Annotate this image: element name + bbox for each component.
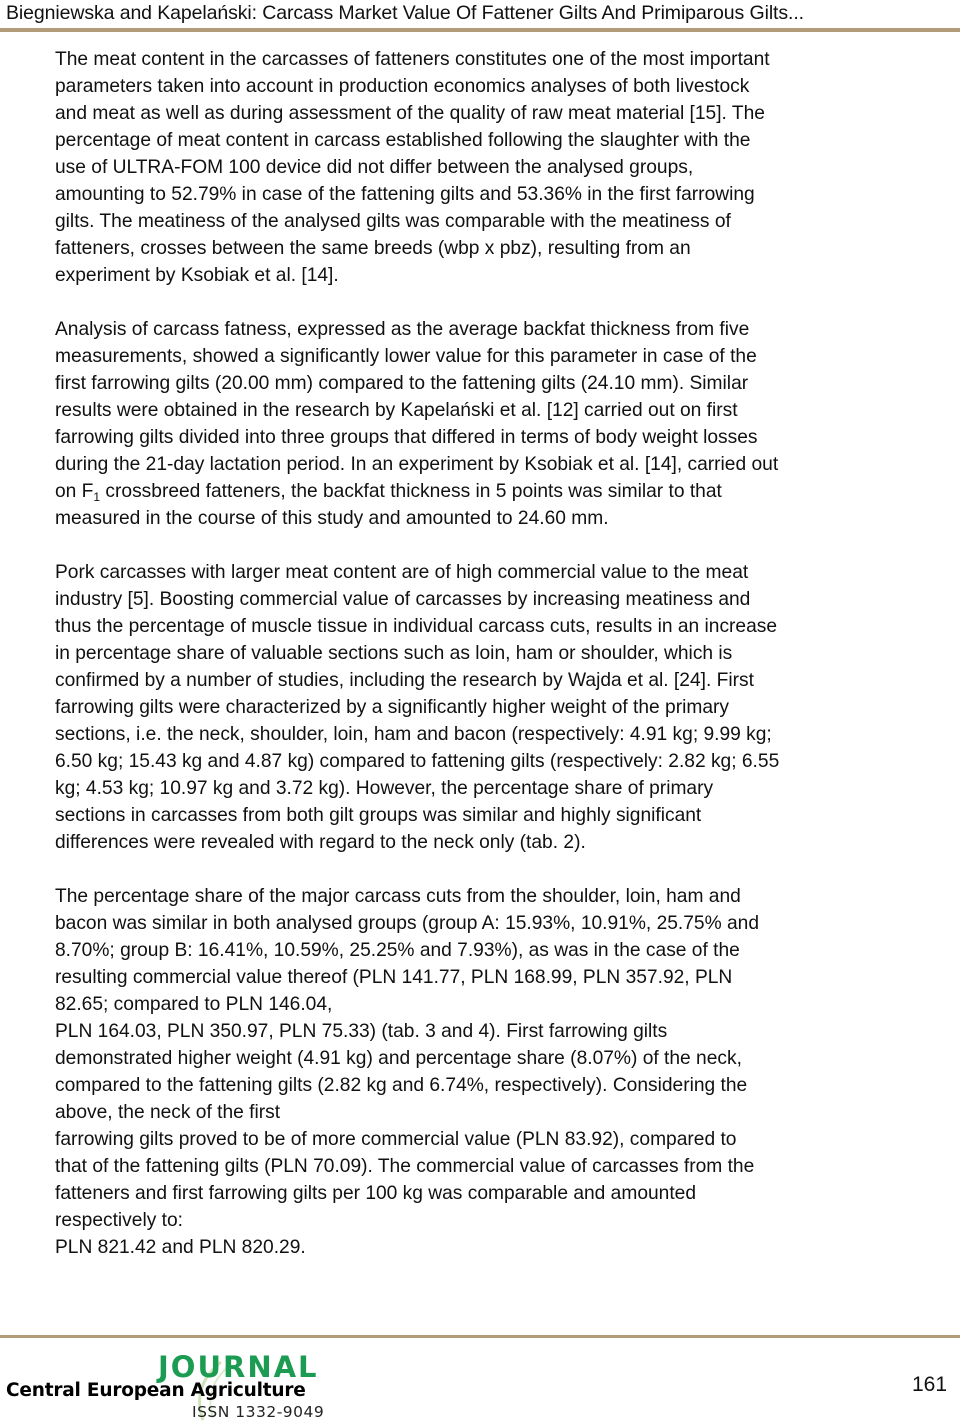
text-line: during the 21-day lactation period. In an experiment by Ksobiak et al. [14], carried out: [55, 454, 779, 475]
text-line: Pork carcasses with larger meat content are of high commercial value to the meat: [55, 562, 749, 583]
logo-journal-text: JOURNAL: [158, 1350, 319, 1384]
text-line: sections, i.e. the neck, shoulder, loin, ham and bacon (respectively: 4.91 kg; 9.99 kg;: [55, 724, 772, 745]
text-line: thus the percentage of muscle tissue in individual carcass cuts, results in an increase: [55, 616, 778, 637]
text-line: above, the neck of the first: [55, 1102, 281, 1123]
paragraph-carcass-cuts: [55, 883, 915, 1261]
text-line: The meat content in the carcasses of fatteners constitutes one of the most important: [55, 49, 770, 70]
text-line: PLN 821.42 and PLN 820.29.: [55, 1237, 306, 1258]
text-line: experiment by Ksobiak et al. [14].: [55, 265, 339, 286]
article-body: [55, 46, 915, 1288]
text-line: 6.50 kg; 15.43 kg and 4.87 kg) compared to fattening gilts (respectively: 2.82 kg; 6.55: [55, 751, 780, 772]
journal-logo: [6, 1350, 346, 1424]
text-line: The percentage share of the major carcass cuts from the shoulder, loin, ham and: [55, 886, 741, 907]
paragraph-commercial-value: [55, 559, 915, 856]
text-line: compared to the fattening gilts (2.82 kg and 6.74%, respectively). Considering the: [55, 1075, 748, 1096]
text-line: resulting commercial value thereof (PLN 141.77, PLN 168.99, PLN 357.92, PLN: [55, 967, 733, 988]
logo-subtitle: Central European Agriculture: [6, 1380, 306, 1401]
text-line: fatteners and first farrowing gilts per 100 kg was comparable and amounted: [55, 1183, 697, 1204]
text-line: gilts. The meatiness of the analysed gilts was comparable with the meatiness of: [55, 211, 731, 232]
text-line: that of the fattening gilts (PLN 70.09). The commercial value of carcasses from the: [55, 1156, 755, 1177]
text-line: industry [5]. Boosting commercial value of carcasses by increasing meatiness and: [55, 589, 751, 610]
footer-divider: [0, 1335, 960, 1338]
text-line: use of ULTRA-FOM 100 device did not differ between the analysed groups,: [55, 157, 694, 178]
text-line-with-subscript: [55, 478, 915, 505]
text-fragment: on F: [55, 481, 94, 502]
text-line: results were obtained in the research by Kapelański et al. [12] carried out on first: [55, 400, 738, 421]
text-line: kg; 4.53 kg; 10.97 kg and 3.72 kg). However, the percentage share of primary: [55, 778, 714, 799]
text-line: parameters taken into account in production economics analyses of both livestock: [55, 76, 750, 97]
running-header: Biegniewska and Kapelański: Carcass Market Value Of Fattener Gilts And Primiparous Gilts...: [6, 2, 804, 24]
text-line: farrowing gilts proved to be of more commercial value (PLN 83.92), compared to: [55, 1129, 737, 1150]
text-line: Analysis of carcass fatness, expressed as the average backfat thickness from five: [55, 319, 750, 340]
paragraph-meat-content: [55, 46, 915, 289]
text-line: bacon was similar in both analysed groups (group A: 15.93%, 10.91%, 25.75% and: [55, 913, 759, 934]
text-line: first farrowing gilts (20.00 mm) compared to the fattening gilts (24.10 mm). Similar: [55, 373, 749, 394]
header-divider: [0, 28, 960, 32]
text-line: and meat as well as during assessment of the quality of raw meat material [15]. The: [55, 103, 765, 124]
text-line: measured in the course of this study and amounted to 24.60 mm.: [55, 508, 609, 529]
page-number: 161: [912, 1373, 948, 1396]
text-line: PLN 164.03, PLN 350.97, PLN 75.33) (tab. 3 and 4). First farrowing gilts: [55, 1021, 668, 1042]
text-line: confirmed by a number of studies, including the research by Wajda et al. [24]. First: [55, 670, 754, 691]
text-line: sections in carcasses from both gilt groups was similar and highly significant: [55, 805, 702, 826]
text-line: amounting to 52.79% in case of the fattening gilts and 53.36% in the first farrowing: [55, 184, 755, 205]
text-line: percentage of meat content in carcass established following the slaughter with the: [55, 130, 751, 151]
text-line: demonstrated higher weight (4.91 kg) and percentage share (8.07%) of the neck,: [55, 1048, 742, 1069]
issn-label: ISSN 1332-9049: [192, 1403, 325, 1421]
subscript: 1: [93, 490, 101, 504]
paragraph-carcass-fatness: [55, 316, 915, 532]
text-line: in percentage share of valuable sections such as loin, ham or shoulder, which is: [55, 643, 733, 664]
text-line: farrowing gilts divided into three groups that differed in terms of body weight losses: [55, 427, 758, 448]
text-line: 8.70%; group B: 16.41%, 10.59%, 25.25% and 7.93%), as was in the case of the: [55, 940, 740, 961]
text-line: farrowing gilts were characterized by a significantly higher weight of the primary: [55, 697, 729, 718]
text-line: respectively to:: [55, 1210, 183, 1231]
text-line: 82.65; compared to PLN 146.04,: [55, 994, 333, 1015]
text-line: measurements, showed a significantly lower value for this parameter in case of the: [55, 346, 757, 367]
text-line: differences were revealed with regard to the neck only (tab. 2).: [55, 832, 586, 853]
text-line: fatteners, crosses between the same breeds (wbp x pbz), resulting from an: [55, 238, 691, 259]
text-fragment: crossbreed fatteners, the backfat thickness in 5 points was similar to that: [100, 481, 722, 502]
